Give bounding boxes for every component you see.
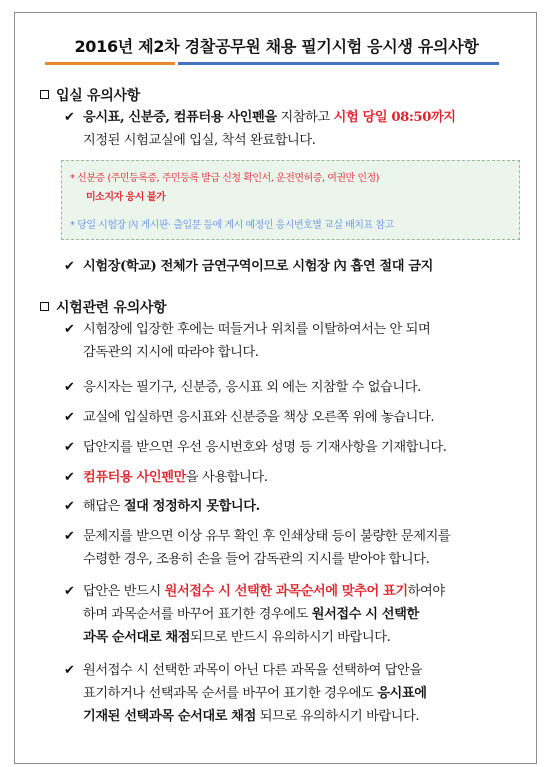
check-icon: ✔ [64,440,75,455]
list-item-entry-materials: ✔ 응시표, 신분증, 컴퓨터용 사인펜을 지참하고 시험 당일 08:50까지 지정된 시험교실에 입실, 착석 완료합니다. [64,106,534,152]
notice-box [61,160,520,240]
page-title: 2016년 제2차 경찰공무원 채용 필기시험 응시생 유의사항 [74,37,479,56]
checkbox-square-icon [40,302,49,311]
list-item-defective-paper: ✔ 문제지를 받으면 이상 유무 확인 후 인쇄상태 등이 불량한 문제지를 수령한 경우, 조용히 손을 들어 감독관의 지시를 받아야 합니다. [64,525,534,571]
check-icon: ✔ [64,410,75,425]
check-icon: ✔ [64,322,75,337]
list-item-desk-placement: ✔ 교실에 입실하면 응시표와 신분증을 책상 오른쪽 위에 놓습니다. [64,406,534,429]
section-heading-entry: 입실 유의사항 [40,85,140,105]
check-icon: ✔ [64,259,75,274]
check-icon: ✔ [64,110,75,125]
check-icon: ✔ [64,529,75,544]
list-item-no-corrections: ✔ 해답은 절대 정정하지 못합니다. [64,495,534,518]
list-item-wrong-subject: ✔ 원서접수 시 선택한 과목이 아닌 다른 과목을 선택하여 답안을 표기하거나 선택과목 순서를 바꾸어 표기한 경우에도 응시표에 기재된 선택과목 순서대로 채점 되므로 유의하시기 바랍니다. [64,659,534,728]
list-item-pen-only: ✔ 컴퓨터용 사인펜만을 사용합니다. [64,466,534,489]
check-icon: ✔ [64,470,75,485]
list-item-no-smoking: ✔ 시험장(학교) 전체가 금연구역이므로 시험장 內 흡연 절대 금지 [64,255,534,278]
check-icon: ✔ [64,499,75,514]
note-id-requirement: * 신분증 (주민등록증, 주민등록 발급 신청 확인서, 운전면허증, 여권만 인정) [70,173,380,184]
list-item-answer-sheet-info: ✔ 답안지를 받으면 우선 응시번호와 성명 등 기재사항을 기재합니다. [64,436,534,459]
title-underline-orange [45,62,175,65]
title-underline-blue [178,62,499,65]
check-icon: ✔ [64,663,75,678]
checkbox-square-icon [40,90,49,99]
check-icon: ✔ [64,584,75,599]
list-item-conduct: ✔ 시험장에 입장한 후에는 떠들거나 위치를 이탈하여서는 안 되며 감독관의 지시에 따라야 합니다. [64,318,534,364]
section-heading-exam: 시험관련 유의사항 [40,297,166,317]
list-item-subject-order: ✔ 답안은 반드시 원서접수 시 선택한 과목순서에 맞추어 표기하여야 하며 과목순서를 바꾸어 표기한 경우에도 원서접수 시 선택한 과목 순서대로 채점되므로 반드시 유의하시기 바랍니다. [64,580,534,649]
note-seating-chart: * 당일 시험장 內 게시판· 출입문 등에 게시 예정인 응시번호별 교실 배치표 참고 [70,220,394,231]
check-icon: ✔ [64,380,75,395]
note-no-id-warning: 미소지자 응시 불가 [86,192,166,203]
list-item-allowed-items: ✔ 응시자는 필기구, 신분증, 응시표 외 에는 지참할 수 없습니다. [64,376,534,399]
